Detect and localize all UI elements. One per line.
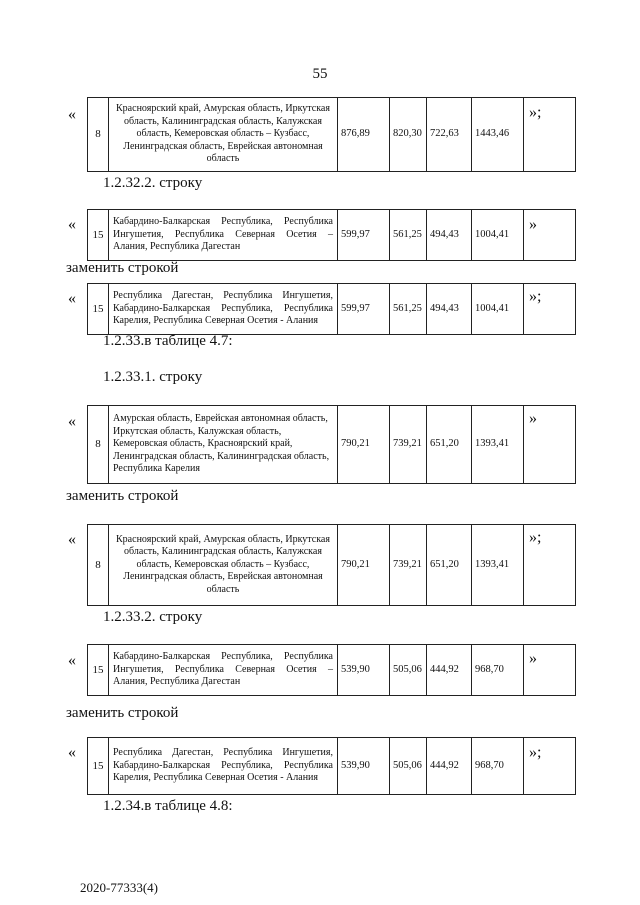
- row-number: 8: [88, 98, 109, 172]
- table-row: [88, 210, 576, 261]
- page-number: 55: [312, 66, 328, 82]
- value-cell: 651,20: [427, 406, 472, 484]
- row-number: 8: [88, 406, 109, 484]
- close-quote: »: [529, 410, 537, 427]
- value-cell: 1393,41: [472, 525, 524, 606]
- value-cell: 494,43: [427, 210, 472, 261]
- table-row: [88, 98, 576, 172]
- close-quote: »;: [529, 288, 542, 305]
- section-heading: заменить строкой: [66, 705, 179, 721]
- value-cell: 820,30: [390, 98, 427, 172]
- row-number: 8: [88, 525, 109, 606]
- open-quote: «: [68, 290, 76, 307]
- value-cell: 505,06: [390, 738, 427, 795]
- rate-table: [87, 524, 576, 606]
- value-cell: 1443,46: [472, 98, 524, 172]
- open-quote: «: [68, 413, 76, 430]
- rate-table: [87, 737, 576, 795]
- row-number: 15: [88, 738, 109, 795]
- close-quote: »: [529, 216, 537, 233]
- rate-table: [87, 209, 576, 261]
- value-cell: 505,06: [390, 645, 427, 696]
- region-list: Республика Дагестан, Республика Ингушетия, Кабардино-Балкарская Республика, Республика Карелия, Республика Северная Осетия - Алания: [109, 284, 338, 335]
- close-quote: »;: [529, 744, 542, 761]
- region-list: Красноярский край, Амурская область, Иркутская область, Калининградская область, Калужская область, Кемеровская область – Кузбасс, Ленинградская область, Еврейская автономная область: [109, 98, 338, 172]
- value-cell: 561,25: [390, 210, 427, 261]
- section-heading: 1.2.32.2. строку: [103, 175, 203, 191]
- value-cell: 1393,41: [472, 406, 524, 484]
- row-number: 15: [88, 210, 109, 261]
- value-cell: 561,25: [390, 284, 427, 335]
- value-cell: 494,43: [427, 284, 472, 335]
- region-list: Красноярский край, Амурская область, Иркутская область, Калининградская область, Калужская область, Кемеровская область – Кузбасс, Ленинградская область, Еврейская автономная область: [109, 525, 338, 606]
- table-row: [88, 284, 576, 335]
- value-cell: 722,63: [427, 98, 472, 172]
- value-cell: 1004,41: [472, 210, 524, 261]
- section-heading: заменить строкой: [66, 260, 179, 276]
- rate-table: [87, 283, 576, 335]
- table-row: [88, 645, 576, 696]
- open-quote: «: [68, 216, 76, 233]
- value-cell: 444,92: [427, 738, 472, 795]
- value-cell: 739,21: [390, 525, 427, 606]
- row-number: 15: [88, 284, 109, 335]
- value-cell: 444,92: [427, 645, 472, 696]
- value-cell: 739,21: [390, 406, 427, 484]
- section-heading: 1.2.33.1. строку: [103, 369, 203, 385]
- value-cell: 599,97: [338, 210, 390, 261]
- value-cell: 599,97: [338, 284, 390, 335]
- region-list: Кабардино-Балкарская Республика, Республика Ингушетия, Республика Северная Осетия – Алания, Республика Дагестан: [109, 645, 338, 696]
- table-row: [88, 525, 576, 606]
- table-row: [88, 406, 576, 484]
- value-cell: 539,90: [338, 645, 390, 696]
- value-cell: 651,20: [427, 525, 472, 606]
- rate-table: [87, 405, 576, 484]
- section-heading: 1.2.33.2. строку: [103, 609, 203, 625]
- value-cell: 1004,41: [472, 284, 524, 335]
- close-quote: »: [529, 650, 537, 667]
- open-quote: «: [68, 744, 76, 761]
- value-cell: 876,89: [338, 98, 390, 172]
- close-quote: »;: [529, 529, 542, 546]
- section-heading: заменить строкой: [66, 488, 179, 504]
- document-code: 2020-77333(4): [80, 880, 158, 895]
- value-cell: 968,70: [472, 738, 524, 795]
- value-cell: 790,21: [338, 406, 390, 484]
- value-cell: 968,70: [472, 645, 524, 696]
- open-quote: «: [68, 106, 76, 123]
- open-quote: «: [68, 531, 76, 548]
- rate-table: [87, 644, 576, 696]
- region-list: Амурская область, Еврейская автономная область, Иркутская область, Калужская область, Кемеровская область, Красноярский край, Ленинградская область, Калининградская область, Республика Карелия: [109, 406, 338, 484]
- table-row: [88, 738, 576, 795]
- rate-table: [87, 97, 576, 172]
- section-heading: 1.2.33.в таблице 4.7:: [103, 333, 233, 349]
- value-cell: 539,90: [338, 738, 390, 795]
- value-cell: 790,21: [338, 525, 390, 606]
- row-number: 15: [88, 645, 109, 696]
- close-quote: »;: [529, 104, 542, 121]
- open-quote: «: [68, 652, 76, 669]
- region-list: Кабардино-Балкарская Республика, Республика Ингушетия, Республика Северная Осетия – Алания, Республика Дагестан: [109, 210, 338, 261]
- section-heading: 1.2.34.в таблице 4.8:: [103, 798, 233, 814]
- region-list: Республика Дагестан, Республика Ингушетия, Кабардино-Балкарская Республика, Республика Карелия, Республика Северная Осетия - Алания: [109, 738, 338, 795]
